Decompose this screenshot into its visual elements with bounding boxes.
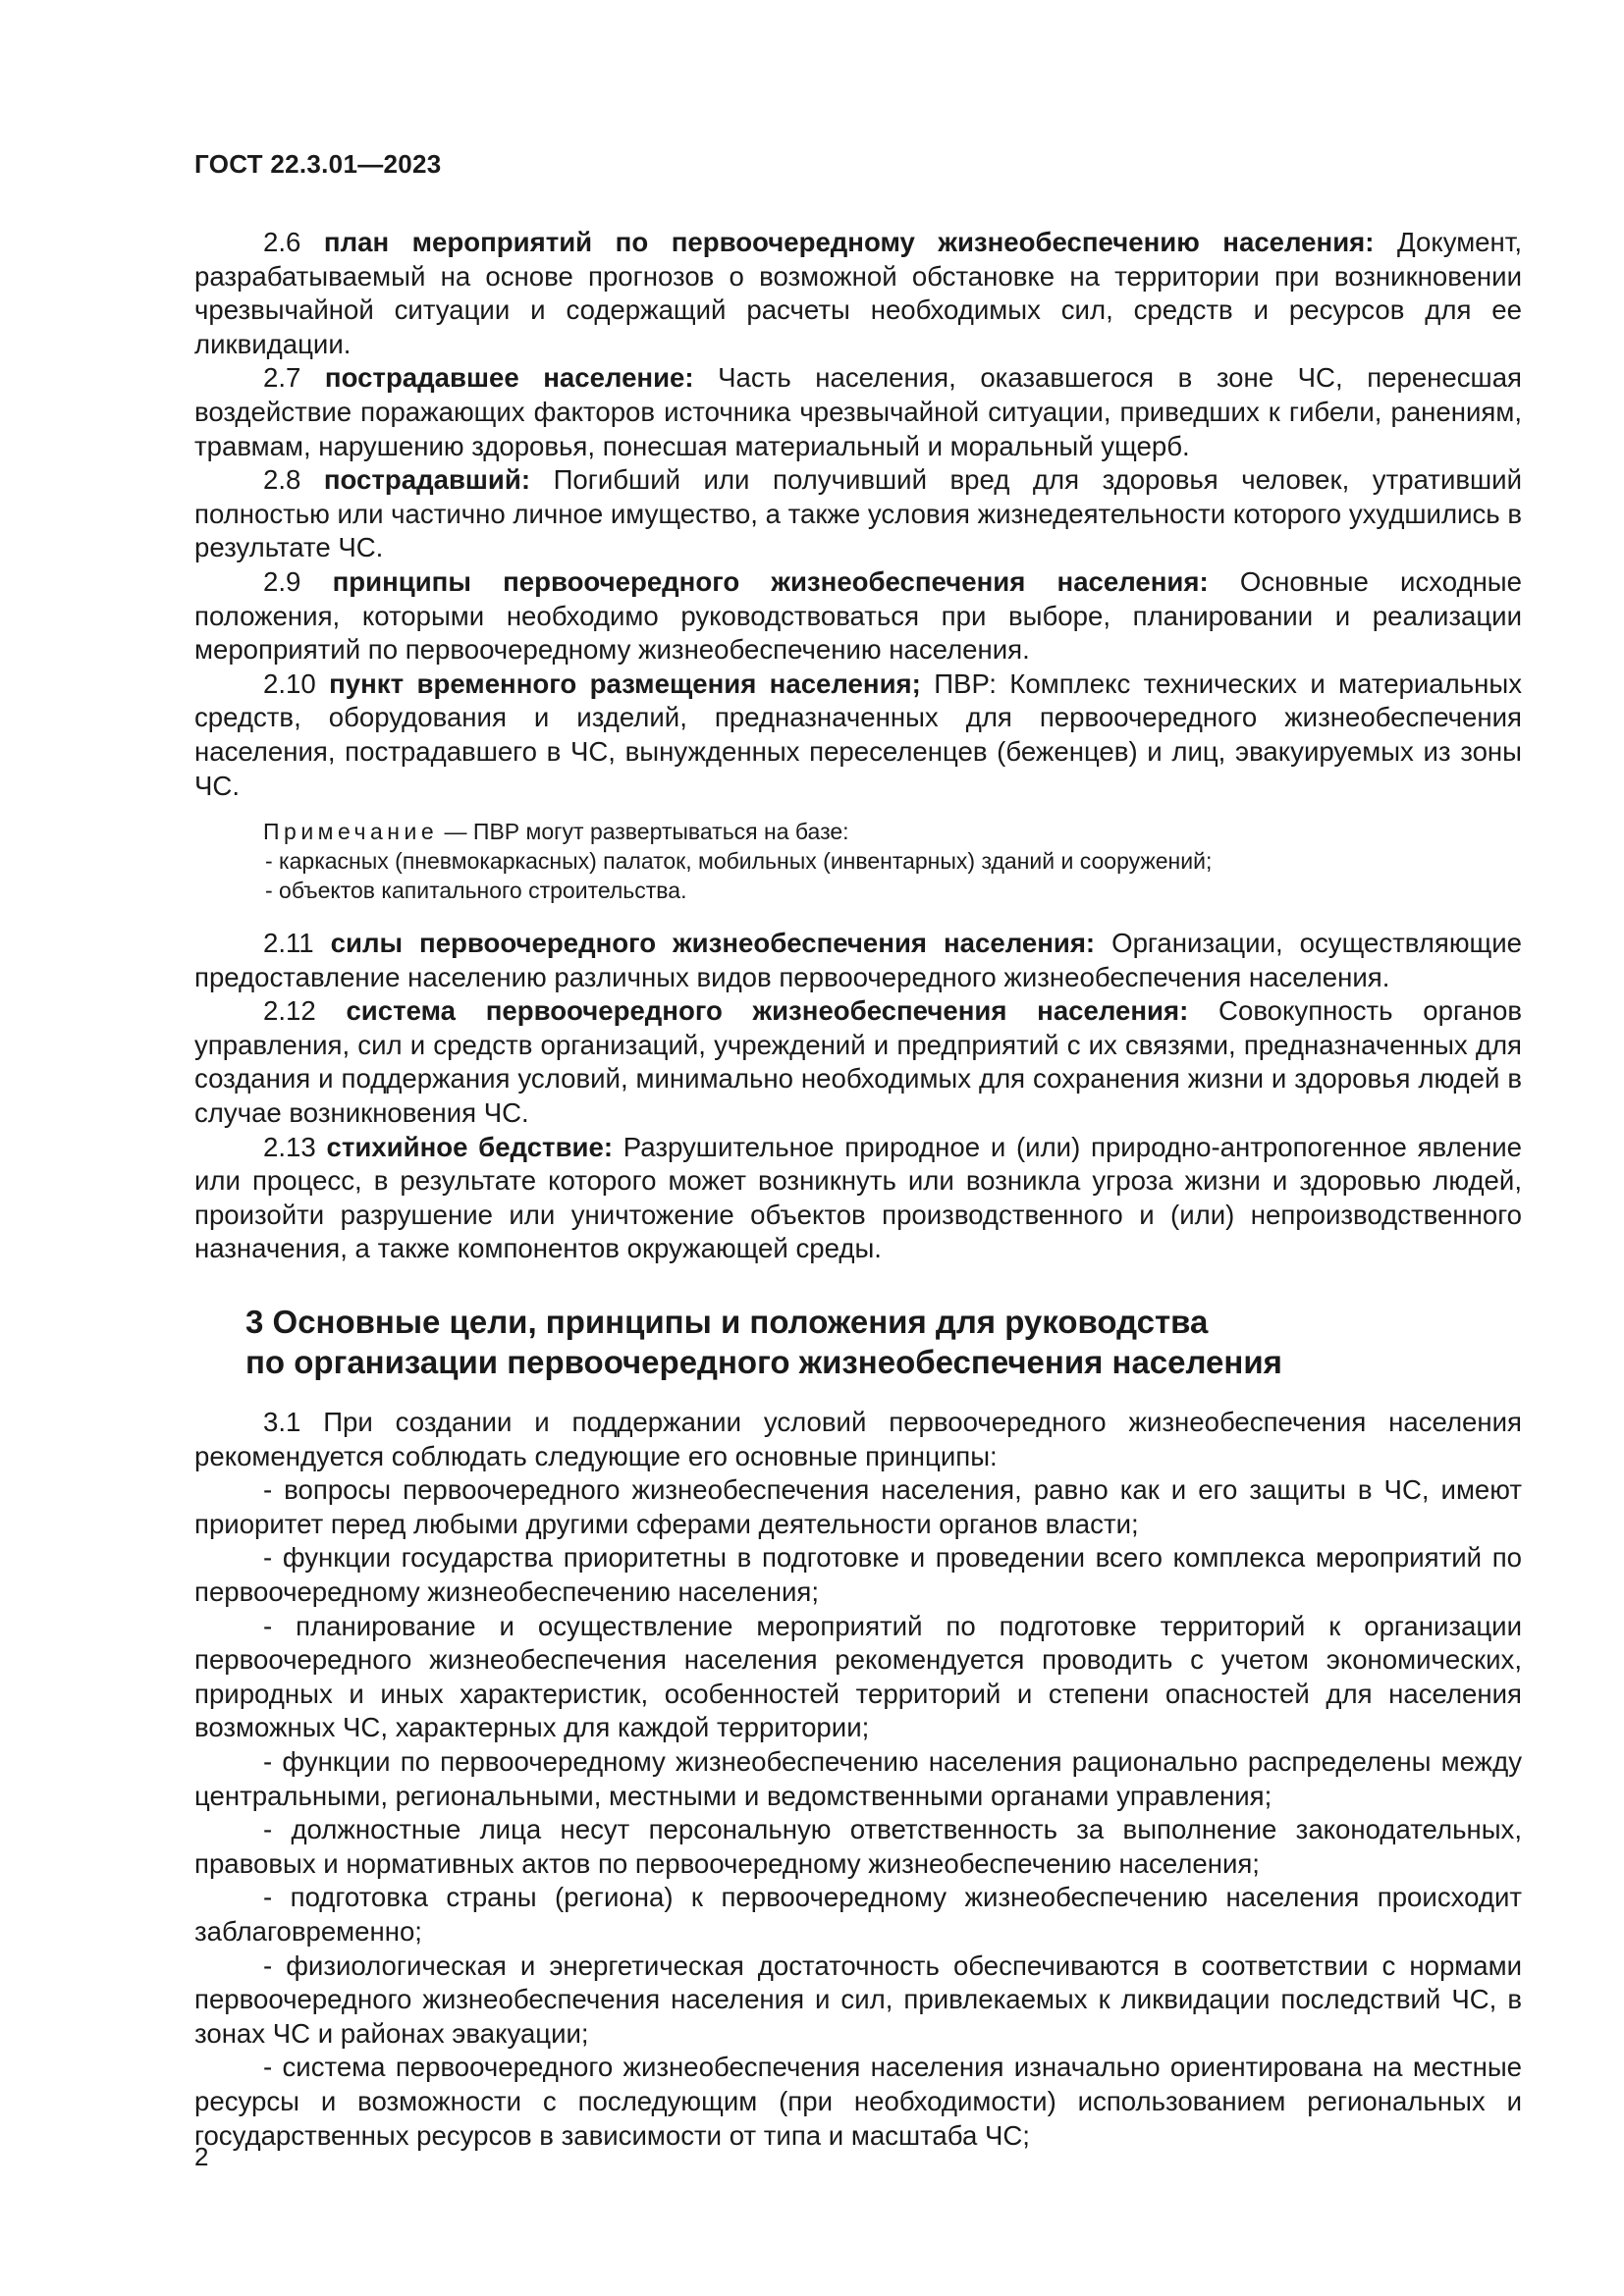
principle-item: - физиологическая и энергетическая достаточность обеспечиваются в соответствии с нормами первоочередного жизнеобеспечения населения и сил, привлекаемых к ликвидации последствий ЧС, в зонах ЧС и районах эвакуации; bbox=[194, 1949, 1522, 2049]
definition-number: 2.9 bbox=[263, 565, 301, 597]
principle-item: - вопросы первоочередного жизнеобеспечения населения, равно как и его защиты в ЧС, имеют приоритет перед любыми другими сферами деятельности органов власти; bbox=[194, 1474, 1522, 1539]
definition-text: Часть населения, оказавшегося в зоне ЧС, перенесшая воздействие поражающих факторов источника чрезвычайной ситуации, приведших к гибели, ранениям, травмам, нарушению здоровья, понесшая материальный и моральный ущерб. bbox=[194, 362, 1522, 461]
definition-2-10 bbox=[194, 667, 1522, 803]
definition-text: ПВР: Комплекс технических и материальных средств, оборудования и изделий, предназначенных для первоочередного жизнеобеспечения населения, пострадавшего в ЧС, вынужденных переселенцев (беженцев) и лиц, эвакуируемых из зоны ЧС. bbox=[194, 667, 1522, 801]
definition-number: 2.7 bbox=[263, 362, 301, 394]
note-item: - каркасных (пневмокаркасных) палаток, мобильных (инвентарных) зданий и сооружений; bbox=[265, 848, 1213, 875]
note-intro-line bbox=[263, 817, 1522, 846]
definition-term: пункт временного размещения населения; bbox=[329, 667, 921, 699]
section-heading-line: по организации первоочередного жизнеобеспечения населения bbox=[245, 1344, 1282, 1381]
note-item: - объектов капитального строительства. bbox=[265, 878, 687, 904]
definition-2-11 bbox=[194, 927, 1522, 994]
definition-2-12 bbox=[194, 994, 1522, 1130]
definition-term: пострадавший: bbox=[323, 464, 531, 496]
section-heading-line: 3 Основные цели, принципы и положения для руководства bbox=[245, 1304, 1209, 1341]
principle-item: - функции по первоочередному жизнеобеспечению населения рационально распределены между центральными, региональными, местными и ведомственными органами управления; bbox=[194, 1745, 1522, 1811]
principle-item: - подготовка страны (региона) к первоочередному жизнеобеспечению населения происходит заблаговременно; bbox=[194, 1882, 1522, 1947]
definition-term: пострадавшее население: bbox=[324, 362, 694, 394]
principle-item: - система первоочередного жизнеобеспечения населения изначально ориентирована на местные ресурсы и возможности с последующим (при необходимости) использованием региональных и государственных ресурсов в зависимости от типа и масштаба ЧС; bbox=[194, 2052, 1522, 2151]
definition-number: 2.10 bbox=[263, 667, 316, 699]
note-label: Примечание bbox=[263, 819, 439, 845]
definition-text: Организации, осуществляющие предоставление населению различных видов первоочередного жизнеобеспечения населения. bbox=[194, 928, 1522, 992]
definition-text: Совокупность органов управления, сил и средств организаций, учреждений и предприятий с их связями, предназначенных для создания и поддержания условий, минимально необходимых для сохранения жизни и здоровья людей в случае возникновения ЧС. bbox=[194, 995, 1523, 1129]
definition-number: 2.13 bbox=[263, 1131, 316, 1162]
definition-text: Основные исходные положения, которыми необходимо руководствоваться при выборе, планировании и реализации мероприятий по первоочередному жизнеобеспечению населения. bbox=[194, 565, 1522, 666]
definition-number: 2.12 bbox=[263, 995, 316, 1027]
note-block bbox=[194, 817, 1522, 905]
definition-term: система первоочередного жизнеобеспечения населения: bbox=[346, 995, 1189, 1027]
definition-number: 2.11 bbox=[263, 928, 314, 959]
document-content bbox=[194, 226, 1522, 2153]
definition-number: 2.6 bbox=[263, 227, 301, 257]
definition-text: Разрушительное природное и (или) природно-антропогенное явление или процесс, в результате которого может возникнуть или возникла угроза жизни и здоровью людей, произойти разрушение или уничтожение объектов производственного и (или) непроизводственного назначения, а также компонентов окружающей среды. bbox=[194, 1131, 1523, 1264]
definition-2-8 bbox=[194, 463, 1522, 565]
principle-item: - должностные лица несут персональную ответственность за выполнение законодательных, правовых и нормативных актов по первоочередному жизнеобеспечению населения; bbox=[194, 1814, 1522, 1879]
definition-term: силы первоочередного жизнеобеспечения населения: bbox=[330, 928, 1096, 959]
definition-2-9 bbox=[194, 565, 1522, 667]
definition-number: 2.8 bbox=[263, 464, 301, 496]
definition-2-6 bbox=[194, 226, 1522, 361]
definition-term: план мероприятий по первоочередному жизнеобеспечению населения: bbox=[323, 227, 1375, 257]
definition-2-13 bbox=[194, 1131, 1522, 1266]
principle-item: - функции государства приоритетны в подготовке и проведении всего комплекса мероприятий по первоочередному жизнеобеспечению населения; bbox=[194, 1542, 1522, 1607]
definition-text: Документ, разрабатываемый на основе прогнозов о возможной обстановке на территории при возникновении чрезвычайной ситуации и содержащий расчеты необходимых сил, средств и ресурсов для ее ликвидации. bbox=[194, 227, 1523, 359]
note-intro: — ПВР могут развертываться на базе: bbox=[438, 819, 849, 845]
definition-term: стихийное бедствие: bbox=[326, 1131, 614, 1162]
section-3-1-intro: 3.1 При создании и поддержании условий первоочередного жизнеобеспечения населения рекомендуется соблюдать следующие его основные принципы: bbox=[194, 1407, 1522, 1471]
document-code-header: ГОСТ 22.3.01—2023 bbox=[194, 149, 442, 179]
definition-text: Погибший или получивший вред для здоровья человек, утративший полностью или частично личное имущество, а также условия жизнедеятельности которого ухудшились в результате ЧС. bbox=[194, 464, 1522, 563]
definition-2-7 bbox=[194, 361, 1522, 463]
principle-item: - планирование и осуществление мероприятий по подготовке территорий к организации первоочередного жизнеобеспечения населения рекомендуется проводить с учетом экономических, природных и иных характеристик, особенностей территорий и степени опасностей для населения возможных ЧС, характерных для каждой территории; bbox=[194, 1610, 1522, 1743]
section-3-heading bbox=[194, 1302, 1522, 1382]
page-number: 2 bbox=[194, 2142, 209, 2171]
definition-term: принципы первоочередного жизнеобеспечения населения: bbox=[332, 565, 1209, 597]
